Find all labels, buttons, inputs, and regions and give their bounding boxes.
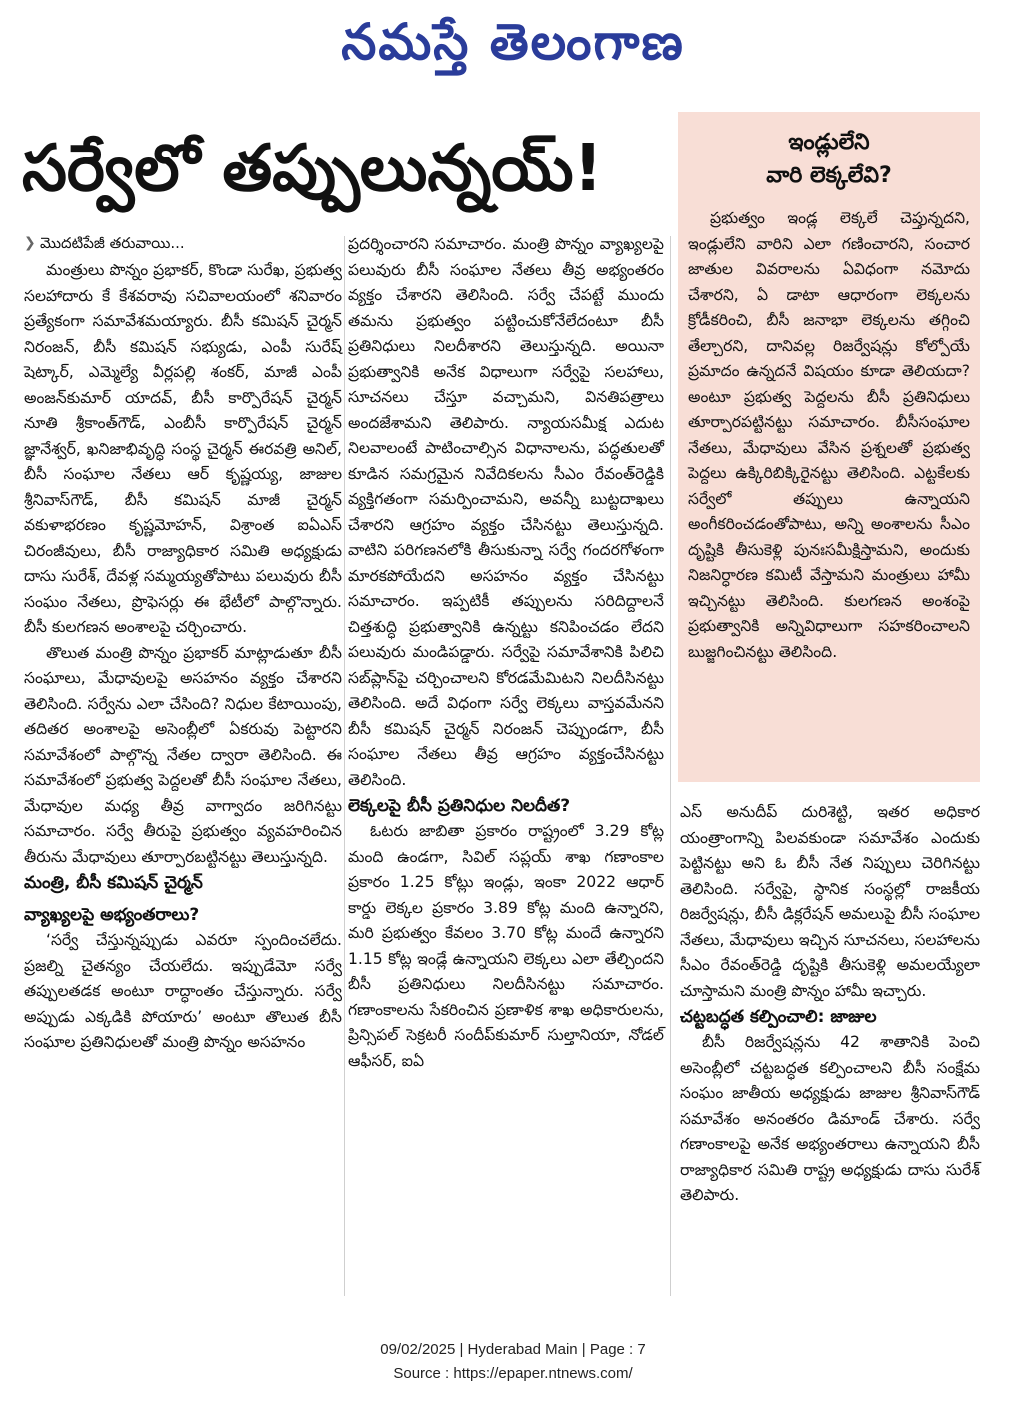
sidebar-title-line: వారి లెక్కలేవి? — [766, 163, 892, 188]
paragraph: ప్రభుత్వం ఇండ్ల లెక్కలే చెప్తున్నదని, ఇండ్లులేని వారిని ఎలా గణించారని, సంచార జాతుల వివరాలను ఏవిధంగా నమోదు చేశారని, ఏ డాటా ఆధారంగా లెక్కలను క్రోడీకరించి, బీసీ జనాభా లెక్కలను తగ్గించి తేల్చారని, దానివల్ల రిజర్వేషన్లు కోల్పోయే ప్రమాదం ఉన్నదనే విషయం కూడా తెలియదా? అంటూ ప్రభుత్వ పెద్దలను బీసీ ప్రతినిధులు తూర్పారపట్టినట్టు సమాచారం. బీసీసంఘాల నేతలు, మేధావులు వేసిన ప్రశ్నలతో ప్రభుత్వ పెద్దలు ఉక్కిరిబిక్కిరైనట్టు తెలిసింది. ఎట్టకేలకు సర్వేలో తప్పులు ఉన్నాయని అంగీకరించడంతోపాటు, అన్ని అంశాలను సీఎం దృష్టికి తీసుకెళ్లి పునఃసమీక్షిస్తామని, అందుకు నిజనిర్ధారణ కమిటీ వేస్తామని మంత్రులు హామీ ఇచ్చినట్టు తెలిసింది. కులగణన అంశంపై ప్రభుత్వానికి అన్నివిధాలుగా సహకరించాలని బుజ్జగించినట్టు తెలిసింది. — [688, 209, 970, 661]
paragraph: ఓటరు జాబితా ప్రకారం రాష్ట్రంలో 3.29 కోట్ల మంది ఉండగా, సివిల్ సప్లయ్ శాఖ గణాంకాల ప్రకారం 1.25 కోట్లు ఇండ్లు, ఇంకా 2022 ఆధార్ కార్డు లెక్కల ప్రకారం 3.89 కోట్ల మంది ఉన్నారని, మరి ప్రభుత్వం కేవలం 3.70 కోట్ల మందే ఉన్నారని 1.15 కోట్ల ఇండ్లే ఉన్నాయని లెక్కలు ఎలా తేల్చిందని బీసీ ప్రతినిధులు నిలదీసినట్టు సమాచారం. గణాంకాలను సేకరించిన ప్రణాళిక శాఖ అధికారులను, ప్రిన్సిపల్ సెక్రటరీ సందీప్‌కుమార్ సుల్తానియా, నోడల్ ఆఫీసర్, ఐఏ — [348, 822, 664, 1070]
masthead-logo: నమస్తే తెలంగాణ — [341, 12, 685, 71]
paragraph: మంత్రులు పొన్నం ప్రభాకర్, కొండా సురేఖ, ప్రభుత్వ సలహాదారు కే కేశవరావు సచివాలయంలో శనివారం ప్రత్యేకంగా సమావేశమయ్యారు. బీసీ కమిషన్ చైర్మన్ నిరంజన్, బీసీ కమిషన్ సభ్యుడు, ఎంపీ సురేష్ షెట్కార్, ఎమ్మెల్యే వీర్లపల్లి శంకర్, మాజీ ఎంపీ అంజన్‌కుమార్ యాదవ్, బీసీ కార్పొరేషన్ చైర్మన్ నూతి శ్రీకాంత్‌గౌడ్, ఎంబీసీ కార్పొరేషన్ చైర్మన్ జ్ఞానేశ్వర్, ఖనిజాభివృద్ధి సంస్థ చైర్మన్ ఈరవత్రి అనిల్, బీసీ సంఘాల నేతలు ఆర్ కృష్ణయ్య, జాజుల శ్రీనివాస్‌గౌడ్, బీసీ కమిషన్ మాజీ చైర్మన్ వకుళాభరణం కృష్ణమోహన్, విశ్రాంత ఐఏఎస్ చిరంజీవులు, బీసీ రాజ్యాధికార సమితి అధ్యక్షుడు దాసు సురేశ్, దేవళ్ల సమ్మయ్యతోపాటు పలువురు బీసీ సంఘం నేతలు, ప్రొఫెసర్లు ఈ భేటీలో పాల్గొన్నారు. బీసీ కులగణన అంశాలపై చర్చించారు. — [24, 261, 342, 636]
sidebar-body — [688, 206, 970, 665]
subheading: లెక్కలపై బీసీ ప్రతినిధుల నిలదీత? — [348, 796, 571, 816]
paragraph: ప్రదర్శించారని సమాచారం. మంత్రి పొన్నం వ్యాఖ్యలపై పలువురు బీసీ సంఘాల నేతలు తీవ్ర అభ్యంతరం వ్యక్తం చేశారని తెలిసింది. సర్వే చేపట్టే ముందు తమను ప్రభుత్వం పట్టించుకోనేలేదంటూ బీసీ ప్రతినిధులు నిలదీశారని తెలుస్తున్నది. అయినా ప్రభుత్వానికి అనేక విధాలుగా సర్వేపై సలహాలు, సూచనలు చేస్తూ వచ్చామని, వినతిపత్రాలు అందజేశామని తెలిపారు. న్యాయసమీక్ష ఎదుట నిలవాలంటే పాటించాల్సిన విధానాలను, పద్ధతులతో కూడిన సమగ్రమైన నివేదికలను సీఎం రేవంత్‌రెడ్డికి వ్యక్తిగతంగా సమర్పించామని, అవన్నీ బుట్టదాఖలు చేశారని ఆగ్రహం వ్యక్తం చేసినట్టు తెలుస్తున్నది. వాటిని పరిగణనలోకి తీసుకున్నా సర్వే గందరగోళంగా మారకపోయేదని అసహనం వ్యక్తం చేసినట్టు సమాచారం. ఇప్పటికీ తప్పులను సరిదిద్దాలనే చిత్తశుద్ధి ప్రభుత్వానికి ఉన్నట్టు కనిపించడం లేదని పలువురు మండిపడ్డారు. సర్వేపై సమావేశానికి పిలిచి సబ్‌ప్లాన్‌పై చర్చించాలని కోరడమేమిటని నిలదీసినట్టు తెలిసింది. అదే విధంగా సర్వే లెక్కలు వాస్తవమేనని బీసీ కమిషన్ చైర్మన్ నిరంజన్ చెప్పుండగా, బీసీ సంఘాల నేతలు తీవ్ర ఆగ్రహం వ్యక్తంచేసినట్టు తెలిసింది. — [348, 235, 664, 789]
paragraph: ‘సర్వే చేస్తున్నప్పుడు ఎవరూ స్పందించలేదు. ప్రజల్ని చైతన్యం చేయలేదు. ఇప్పుడేమో సర్వే తప్పులతడక అంటూ రాద్ధాంతం చేస్తున్నారు. సర్వే అప్పుడు ఎక్కడికి పోయారు’ అంటూ తొలుత బీసీ సంఘాల ప్రతినిధులతో మంత్రి పొన్నం అసహనం — [24, 931, 342, 1051]
column-divider — [344, 236, 345, 1296]
sidebar-title-line: ఇండ్లులేని — [788, 130, 870, 155]
paragraph: బీసీ రిజర్వేషన్లను 42 శాతానికి పెంచి అసెంబ్లీలో చట్టబద్ధత కల్పించాలని బీసీ సంక్షేమ సంఘం జాతీయ అధ్యక్షుడు జాజుల శ్రీనివాస్‌గౌడ్ సమావేశం అనంతరం డిమాండ్ చేశారు. సర్వే గణాంకాలపై అనేక అభ్యంతరాలు ఉన్నాయని బీసీ రాజ్యాధికార సమితి రాష్ట్ర అధ్యక్షుడు దాసు సురేశ్ తెలిపారు. — [680, 1033, 980, 1204]
footer-dateline: 09/02/2025 | Hyderabad Main | Page : 7 — [380, 1341, 646, 1358]
article-column-3 — [680, 800, 980, 1300]
headline: సర్వేలో తప్పులున్నయ్! — [22, 132, 603, 206]
subheading: చట్టబద్ధత కల్పించాలి: జాజుల — [680, 1007, 877, 1027]
chevron-right-icon: ❯ — [24, 235, 36, 251]
subheading: మంత్రి, బీసీ కమిషన్ చైర్మన్ — [24, 873, 203, 893]
paragraph: తొలుత మంత్రి పొన్నం ప్రభాకర్ మాట్లాడుతూ బీసీ సంఘాలు, మేధావులపై అసహనం వ్యక్తం చేశారని తెలిసింది. సర్వేను ఎలా చేసింది? నిధుల కేటాయింపు, తదితర అంశాలపై అసెంబ్లీలో ఏకరువు పెట్టారని సమావేశంలో పాల్గొన్న నేతల ద్వారా తెలిసింది. ఈ సమావేశంలో ప్రభుత్వ పెద్దలతో బీసీ సంఘాల నేతలు, మేధావుల మధ్య తీవ్ర వాగ్వాదం జరిగినట్టు సమాచారం. సర్వే తీరుపై ప్రభుత్వం వ్యవహరించిన తీరును మేధావులు తూర్పారబట్టినట్టు తెలుస్తున్నది. — [24, 643, 342, 866]
sidebar-box — [678, 112, 980, 782]
article-column-2 — [348, 232, 664, 1302]
continued-from-front — [24, 232, 342, 254]
column-divider — [670, 236, 671, 1296]
continued-label: మొదటిపేజీ తరువాయి... — [40, 234, 185, 252]
paragraph: ఎస్ అనుదీప్ దురిశెట్టి, ఇతర అధికార యంత్రాంగాన్ని పిలవకుండా సమావేశం ఎందుకు పెట్టినట్టు అని ఓ బీసీ నేత నిప్పులు చెరిగినట్టు తెలిసింది. సర్వేపై, స్థానిక సంస్థల్లో రాజకీయ రిజర్వేషన్లు, బీసీ డిక్లరేషన్ అమలుపై బీసీ సంఘాల నేతలు, మేధావులు ఇచ్చిన సూచనలు, సలహాలను సీఎం రేవంత్‌రెడ్డి దృష్టికి తీసుకెళ్లి అమలయ్యేలా చూస్తామని మంత్రి పొన్నం హామీ ఇచ్చారు. — [680, 803, 980, 1000]
sidebar-title — [678, 126, 980, 192]
subheading: వ్యాఖ్యలపై అభ్యంతరాలు? — [24, 905, 200, 925]
article-column-1 — [24, 232, 342, 1302]
footer-source: Source : https://epaper.ntnews.com/ — [393, 1365, 633, 1382]
